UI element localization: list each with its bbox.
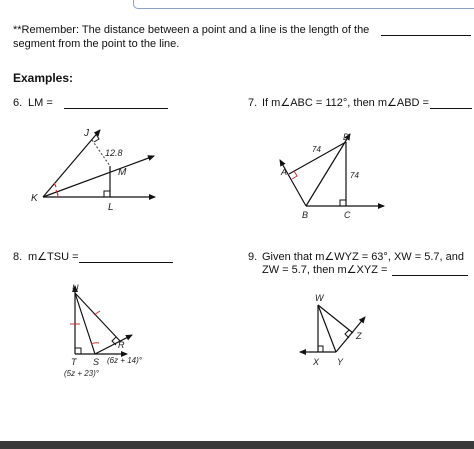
- label-u: U: [72, 283, 79, 293]
- remember-line-1: **Remember: The distance between a point and a line is the length of the: [13, 24, 370, 36]
- label-j: J: [84, 128, 89, 139]
- label-s: S: [93, 357, 100, 367]
- problem-6-number: 6.: [13, 97, 23, 109]
- problem-8-number: 8.: [13, 251, 23, 263]
- label-l: L: [108, 202, 114, 213]
- label-b: B: [302, 210, 309, 220]
- label-expr-6z: (6z + 14)°: [107, 356, 142, 365]
- label-length-74-top: 74: [312, 145, 321, 154]
- label-t: T: [71, 357, 77, 367]
- problem-9-prompt-line-2: ZW = 5.7, then m∠XYZ =: [262, 264, 388, 276]
- label-m: M: [118, 167, 127, 178]
- examples-heading: Examples:: [13, 71, 74, 85]
- label-z: Z: [356, 331, 362, 341]
- label-x: X: [313, 357, 320, 367]
- label-w: W: [315, 293, 324, 303]
- label-d: D: [343, 132, 350, 142]
- problem-9-prompt: Given that m∠WYZ = 63°, XW = 5.7, and: [262, 251, 464, 263]
- problem-6-prompt: LM =: [28, 97, 53, 109]
- label-a: A: [281, 167, 288, 177]
- label-c: C: [344, 210, 351, 220]
- problem-7-prompt: If m∠ABC = 112°, then m∠ABD =: [262, 97, 429, 109]
- remember-line-2: segment from the point to the line.: [13, 38, 180, 50]
- right-angle-x: [318, 346, 323, 352]
- label-length-12-8: 12.8: [105, 148, 123, 158]
- bottom-strip: [0, 441, 474, 449]
- right-angle-z: [345, 330, 349, 338]
- label-k: K: [31, 193, 38, 204]
- label-length-74-right: 74: [350, 171, 359, 180]
- label-y: Y: [337, 357, 344, 367]
- label-expr-5z: (5z + 23)°: [64, 369, 99, 378]
- problem-9-number: 9.: [248, 251, 258, 263]
- label-r: R: [118, 340, 125, 350]
- problem-8-prompt: m∠TSU =: [28, 251, 79, 263]
- problem-7-number: 7.: [248, 97, 258, 109]
